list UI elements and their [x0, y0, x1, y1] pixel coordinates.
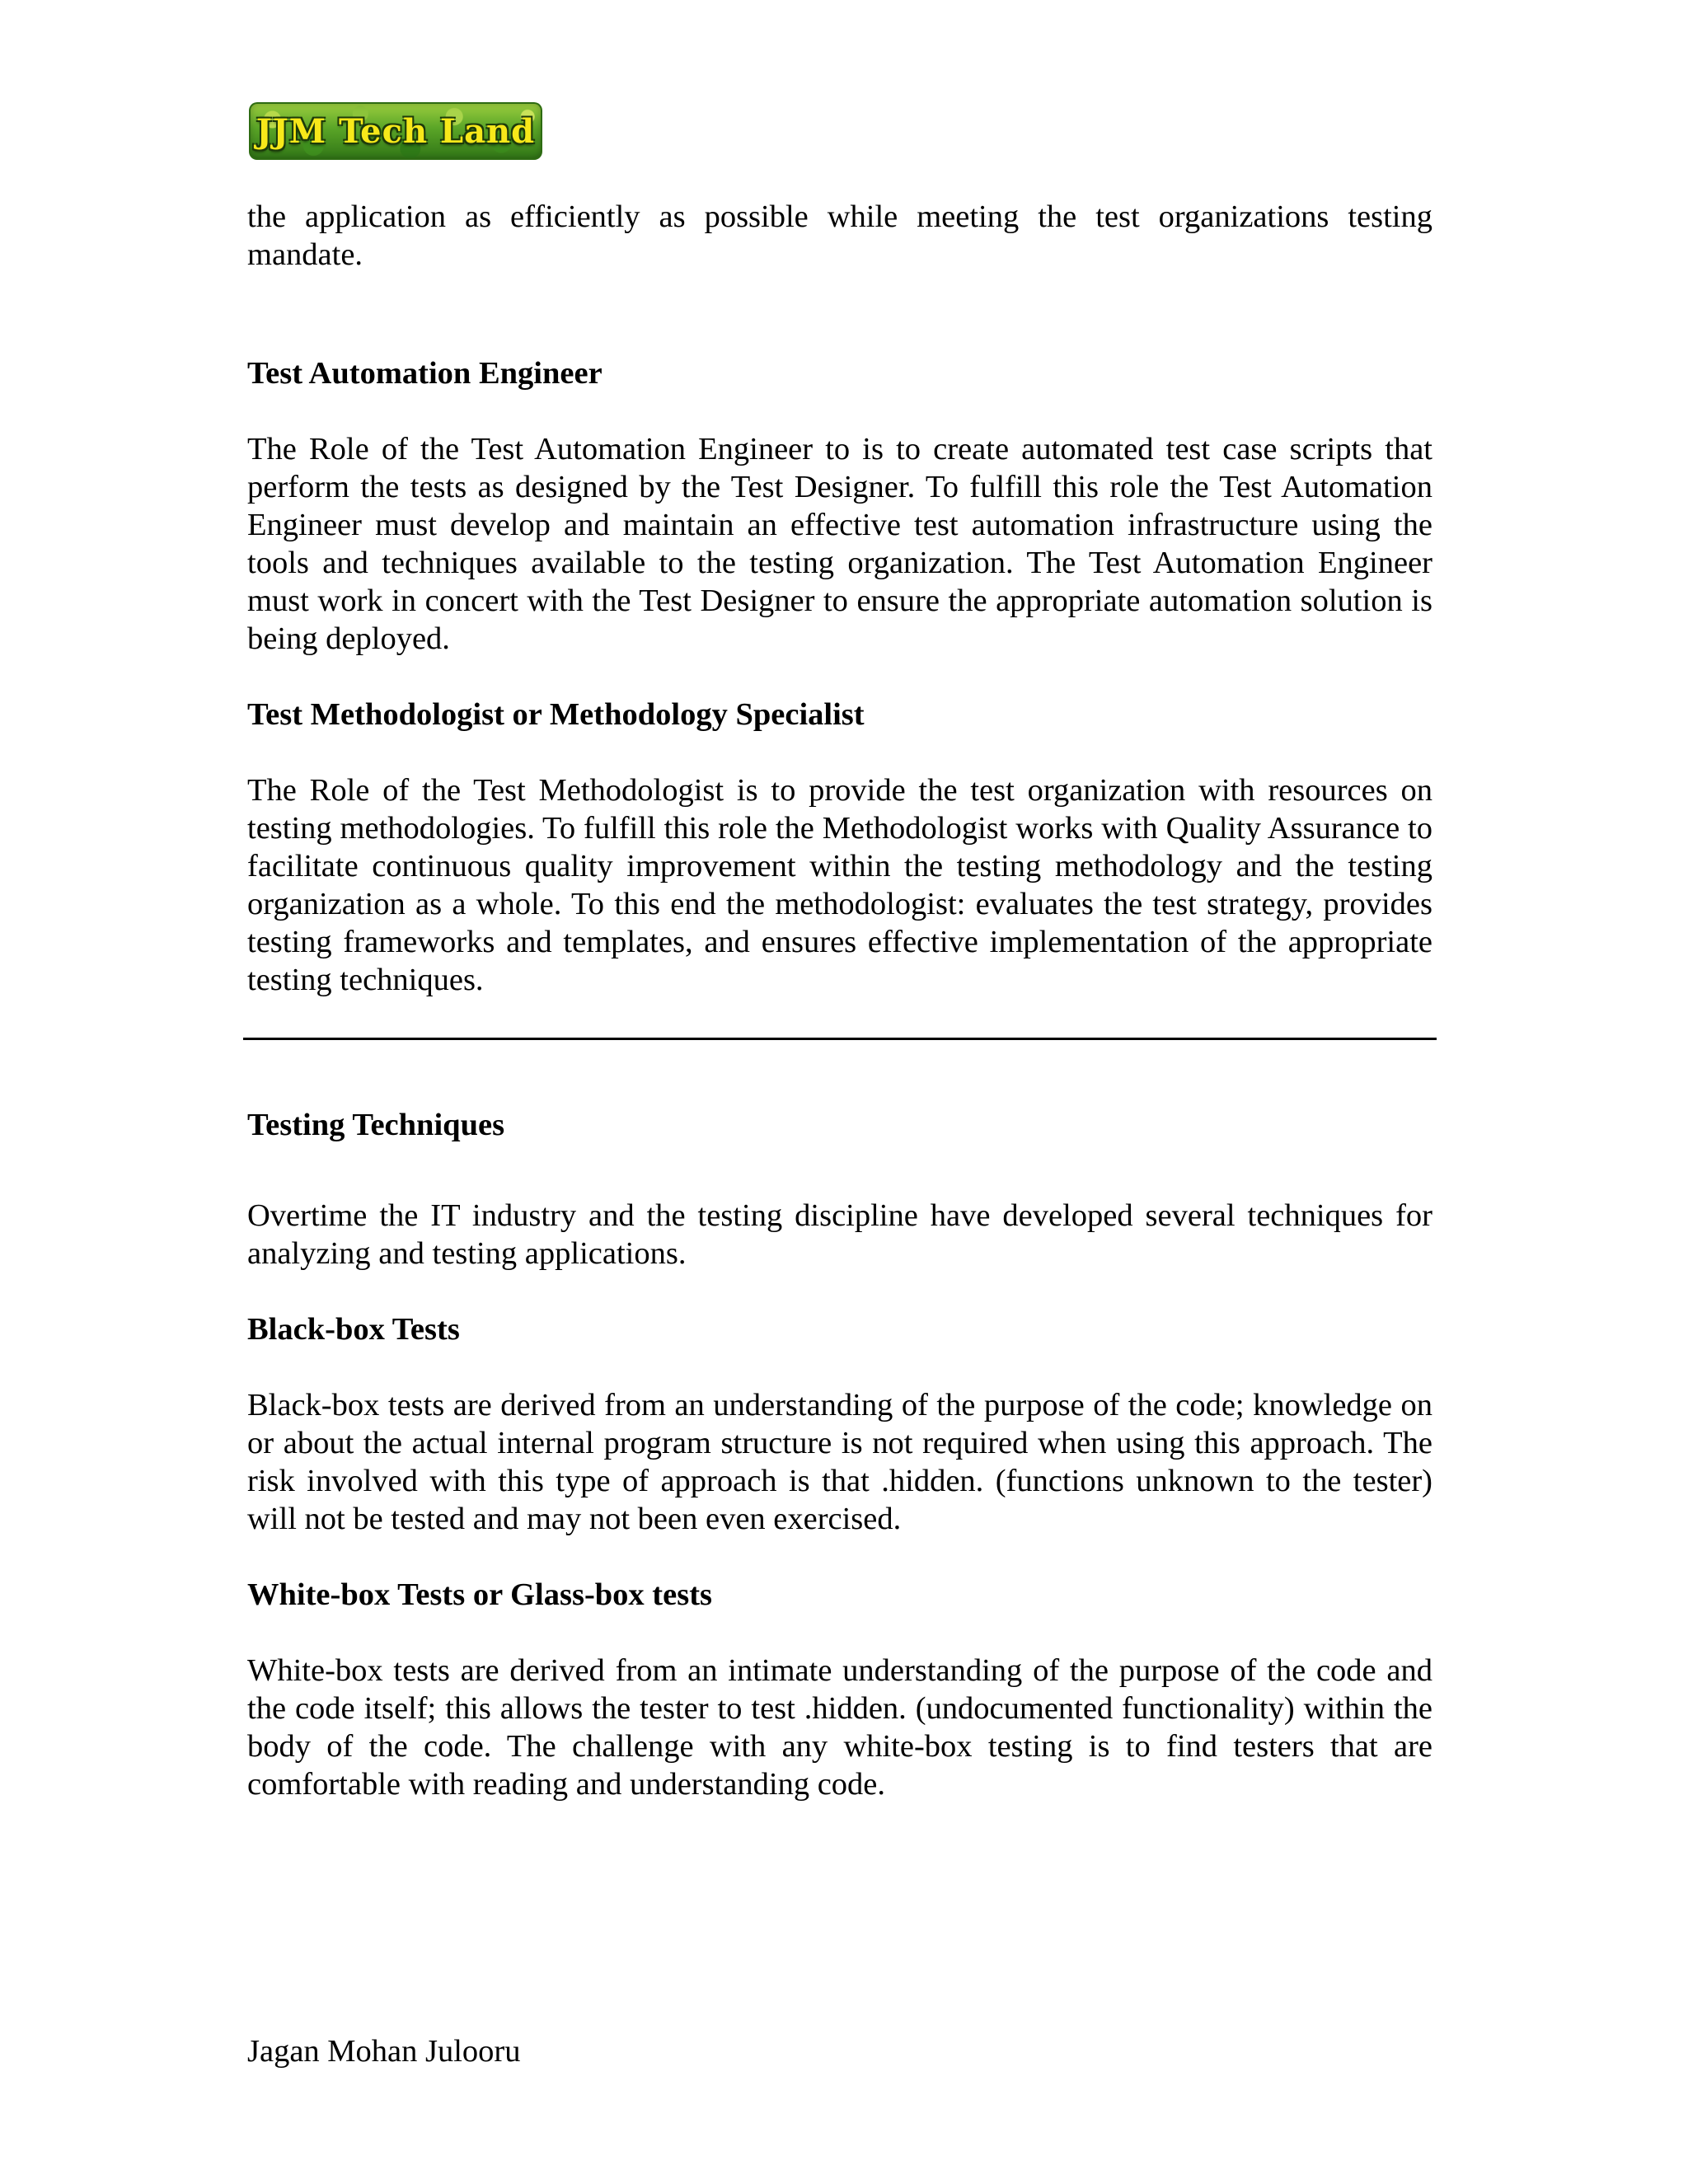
document-body-continued [247, 1106, 1432, 1803]
intro-paragraph: the application as efficiently as possible while meeting the test organizations testing mandate. [247, 199, 1432, 272]
horizontal-divider [243, 1038, 1437, 1040]
paragraph-testing-techniques: Overtime the IT industry and the testing discipline have developed several techniques for analyzing and testing applications. [247, 1198, 1432, 1271]
paragraph-test-automation-engineer: The Role of the Test Automation Engineer to is to create automated test case scripts that perform the tests as designed by the Test Designer. To fulfill this role the Test Automation Engineer must develop and maintain an effective test automation infrastructure using the tools and techniques available to the testing organization. The Test Automation Engineer must work in concert with the Test Designer to ensure the appropriate automation solution is being deployed. [247, 432, 1432, 656]
heading-black-box-tests: Black-box Tests [247, 1312, 460, 1347]
paragraph-test-methodologist: The Role of the Test Methodologist is to provide the test organization with resources on testing methodologies. To fulfill this role the Methodologist works with Quality Assurance to facilitate continuous quality improvement within the testing methodology and the testing organization as a whole. To this end the methodologist: evaluates the test strategy, provides testing frameworks and templates, and ensures effective implementation of the appropriate testing techniques. [247, 773, 1432, 997]
paragraph-white-box-tests: White-box tests are derived from an intimate understanding of the purpose of the code and the code itself; this allows the tester to test .hidden. (undocumented functionality) within the body of the code. The challenge with any white-box testing is to find testers that are comfortable with reading and understanding code. [247, 1653, 1432, 1802]
footer-author: Jagan Mohan Julooru [247, 2034, 521, 2069]
jjm-tech-land-logo [249, 102, 542, 160]
heading-test-automation-engineer: Test Automation Engineer [247, 356, 603, 391]
paragraph-black-box-tests: Black-box tests are derived from an understanding of the purpose of the code; knowledge on or about the actual internal program structure is not required when using this approach. The risk involved with this type of approach is that .hidden. (functions unknown to the tester) will not be tested and may not been even exercised. [247, 1388, 1432, 1536]
document-body [247, 198, 1432, 999]
heading-white-box-tests: White-box Tests or Glass-box tests [247, 1577, 713, 1612]
logo-text: JJM Tech Land [256, 111, 536, 151]
heading-test-methodologist: Test Methodologist or Methodology Specialist [247, 697, 865, 732]
heading-testing-techniques: Testing Techniques [247, 1108, 505, 1142]
